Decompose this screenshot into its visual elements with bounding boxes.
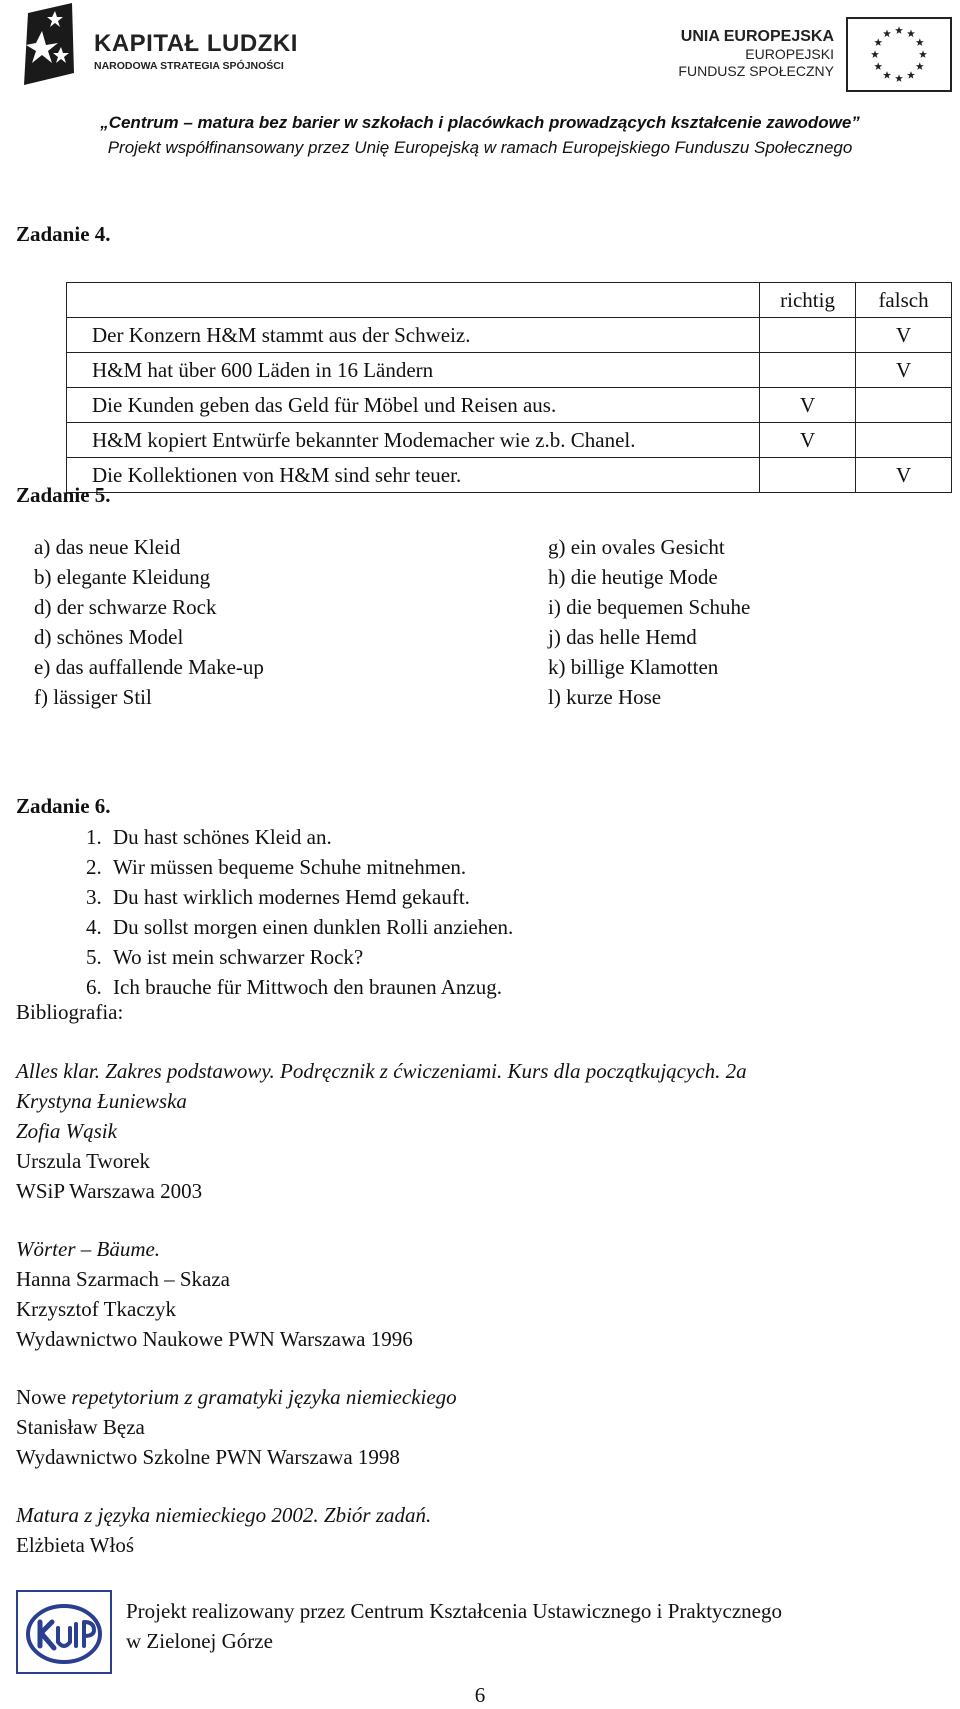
- list-item: g) ein ovales Gesicht: [548, 535, 725, 559]
- table-row: [67, 388, 952, 423]
- item-number: 2.: [86, 855, 102, 879]
- kl-title: KAPITAŁ LUDZKI: [94, 30, 298, 57]
- col-falsch: falsch: [856, 283, 952, 318]
- kl-subtitle: NARODOWA STRATEGIA SPÓJNOŚCI: [94, 60, 284, 72]
- list-item: l) kurze Hose: [548, 685, 662, 709]
- list-item: [86, 942, 513, 972]
- table-header-row: [67, 283, 952, 318]
- eu-star-icon: [895, 26, 903, 34]
- eu-line-3: FUNDUSZ SPOŁECZNY: [678, 63, 834, 79]
- item-number: 6.: [86, 975, 102, 999]
- statement-cell: Die Kollektionen von H&M sind sehr teuer.: [67, 458, 760, 493]
- zadanie-4-table: [66, 282, 952, 493]
- zadanie-5-left-column: [34, 532, 264, 712]
- page-number: 6: [474, 1683, 486, 1707]
- footer-line-2: w Zielonej Górze: [126, 1629, 273, 1653]
- eu-star-icon: [895, 74, 903, 82]
- falsch-cell: [856, 388, 952, 423]
- list-item: h) die heutige Mode: [548, 565, 718, 589]
- ckuip-logo-icon: [16, 1590, 112, 1674]
- list-item: b) elegante Kleidung: [34, 565, 211, 589]
- b4-author: Elżbieta Włoś: [16, 1533, 134, 1557]
- bibliography-entry-2: [16, 1234, 413, 1354]
- list-item: e) das auffallende Make-up: [34, 655, 264, 679]
- b3-title-plain: Nowe: [16, 1385, 72, 1409]
- statement-cell: H&M kopiert Entwürfe bekannter Modemacher wie z.b. Chanel.: [67, 423, 760, 458]
- statement-cell: Der Konzern H&M stammt aus der Schweiz.: [67, 318, 760, 353]
- list-item: [86, 912, 513, 942]
- zadanie-6-list: [86, 822, 513, 1002]
- eu-star-icon: [916, 38, 924, 46]
- zadanie-4-heading: Zadanie 4.: [16, 222, 111, 246]
- list-item: d) schönes Model: [34, 625, 184, 649]
- bibliography-heading: Bibliografia:: [16, 1000, 124, 1024]
- eu-star-icon: [916, 62, 924, 70]
- b2-title: Wörter – Bäume.: [16, 1237, 161, 1261]
- project-title: „Centrum – matura bez barier w szkołach i placówkach prowadzących kształcenie zawodowe”: [100, 113, 860, 132]
- b3-publisher: Wydawnictwo Szkolne PWN Warszawa 1998: [16, 1445, 400, 1469]
- eu-star-icon: [883, 71, 891, 79]
- list-item: [86, 972, 513, 1002]
- falsch-cell: V: [856, 458, 952, 493]
- zadanie-5-right-column: [548, 532, 750, 712]
- list-item: d) der schwarze Rock: [34, 595, 217, 619]
- kapital-ludzki-wordmark: [94, 30, 298, 72]
- footer-text: [126, 1596, 782, 1656]
- eu-line-2: EUROPEJSKI: [745, 46, 834, 62]
- b1-author-2: Zofia Wąsik: [16, 1119, 117, 1143]
- eu-line-1: UNIA EUROPEJSKA: [680, 28, 834, 45]
- item-text: Wir müssen bequeme Schuhe mitnehmen.: [113, 855, 467, 879]
- table-row: [67, 458, 952, 493]
- b4-title: Matura z języka niemieckiego 2002. Zbiór zadań.: [16, 1503, 432, 1527]
- b2-publisher: Wydawnictwo Naukowe PWN Warszawa 1996: [16, 1327, 413, 1351]
- item-text: Du hast wirklich modernes Hemd gekauft.: [113, 885, 470, 909]
- b2-author-2: Krzysztof Tkaczyk: [16, 1297, 176, 1321]
- col-richtig: richtig: [760, 283, 856, 318]
- falsch-cell: [856, 423, 952, 458]
- list-item: k) billige Klamotten: [548, 655, 719, 679]
- table-row: [67, 318, 952, 353]
- eu-star-icon: [871, 50, 879, 58]
- list-item: a) das neue Kleid: [34, 535, 181, 559]
- item-number: 5.: [86, 945, 102, 969]
- b1-title: Alles klar. Zakres podstawowy. Podręcznik z ćwiczeniami. Kurs dla początkujących. 2a: [16, 1059, 747, 1083]
- bibliography-entry-3: [16, 1382, 457, 1472]
- item-text: Ich brauche für Mittwoch den braunen Anzug.: [113, 975, 502, 999]
- richtig-cell: [760, 458, 856, 493]
- b3-author: Stanisław Bęza: [16, 1415, 145, 1439]
- eu-star-icon: [907, 71, 915, 79]
- falsch-cell: V: [856, 353, 952, 388]
- falsch-cell: V: [856, 318, 952, 353]
- b3-title: [16, 1382, 457, 1412]
- richtig-cell: V: [760, 388, 856, 423]
- b1-author-1: Krystyna Łuniewska: [16, 1089, 187, 1113]
- item-text: Wo ist mein schwarzer Rock?: [113, 945, 364, 969]
- table-header-blank: [67, 283, 760, 318]
- eu-wordmark: [678, 28, 834, 80]
- richtig-cell: [760, 353, 856, 388]
- statement-cell: Die Kunden geben das Geld für Möbel und Reisen aus.: [67, 388, 760, 423]
- list-item: i) die bequemen Schuhe: [548, 595, 751, 619]
- list-item: [86, 882, 513, 912]
- eu-star-icon: [874, 38, 882, 46]
- item-text: Du hast schönes Kleid an.: [113, 825, 332, 849]
- item-text: Du sollst morgen einen dunklen Rolli anziehen.: [113, 915, 514, 939]
- item-number: 1.: [86, 825, 102, 849]
- page-header: [0, 0, 960, 170]
- kapital-ludzki-logo-icon: [22, 3, 78, 91]
- table-row: [67, 353, 952, 388]
- b2-author-1: Hanna Szarmach – Skaza: [16, 1267, 230, 1291]
- zadanie-5-heading: Zadanie 5.: [16, 483, 111, 507]
- b1-publisher: WSiP Warszawa 2003: [16, 1179, 203, 1203]
- list-item: [86, 852, 513, 882]
- eu-star-icon: [919, 50, 927, 58]
- bibliography-entry-4: [16, 1500, 431, 1560]
- list-item: f) lässiger Stil: [34, 685, 152, 709]
- zadanie-6-heading: Zadanie 6.: [16, 794, 111, 818]
- eu-star-icon: [907, 30, 915, 38]
- item-number: 4.: [86, 915, 102, 939]
- eu-flag-icon: [846, 17, 952, 92]
- list-item: j) das helle Hemd: [548, 625, 697, 649]
- eu-star-icon: [883, 30, 891, 38]
- b1-author-3: Urszula Tworek: [16, 1149, 151, 1173]
- table-row: [67, 423, 952, 458]
- b3-title-italic: repetytorium z gramatyki języka niemieckiego: [71, 1385, 457, 1409]
- richtig-cell: V: [760, 423, 856, 458]
- list-item: [86, 822, 513, 852]
- project-subtitle: Projekt współfinansowany przez Unię Europejską w ramach Europejskiego Funduszu Społecznego: [107, 138, 853, 157]
- bibliography-entry-1: [16, 1056, 747, 1206]
- item-number: 3.: [86, 885, 102, 909]
- eu-star-icon: [874, 62, 882, 70]
- footer-line-1: Projekt realizowany przez Centrum Kształcenia Ustawicznego i Praktycznego: [126, 1599, 782, 1623]
- richtig-cell: [760, 318, 856, 353]
- statement-cell: H&M hat über 600 Läden in 16 Ländern: [67, 353, 760, 388]
